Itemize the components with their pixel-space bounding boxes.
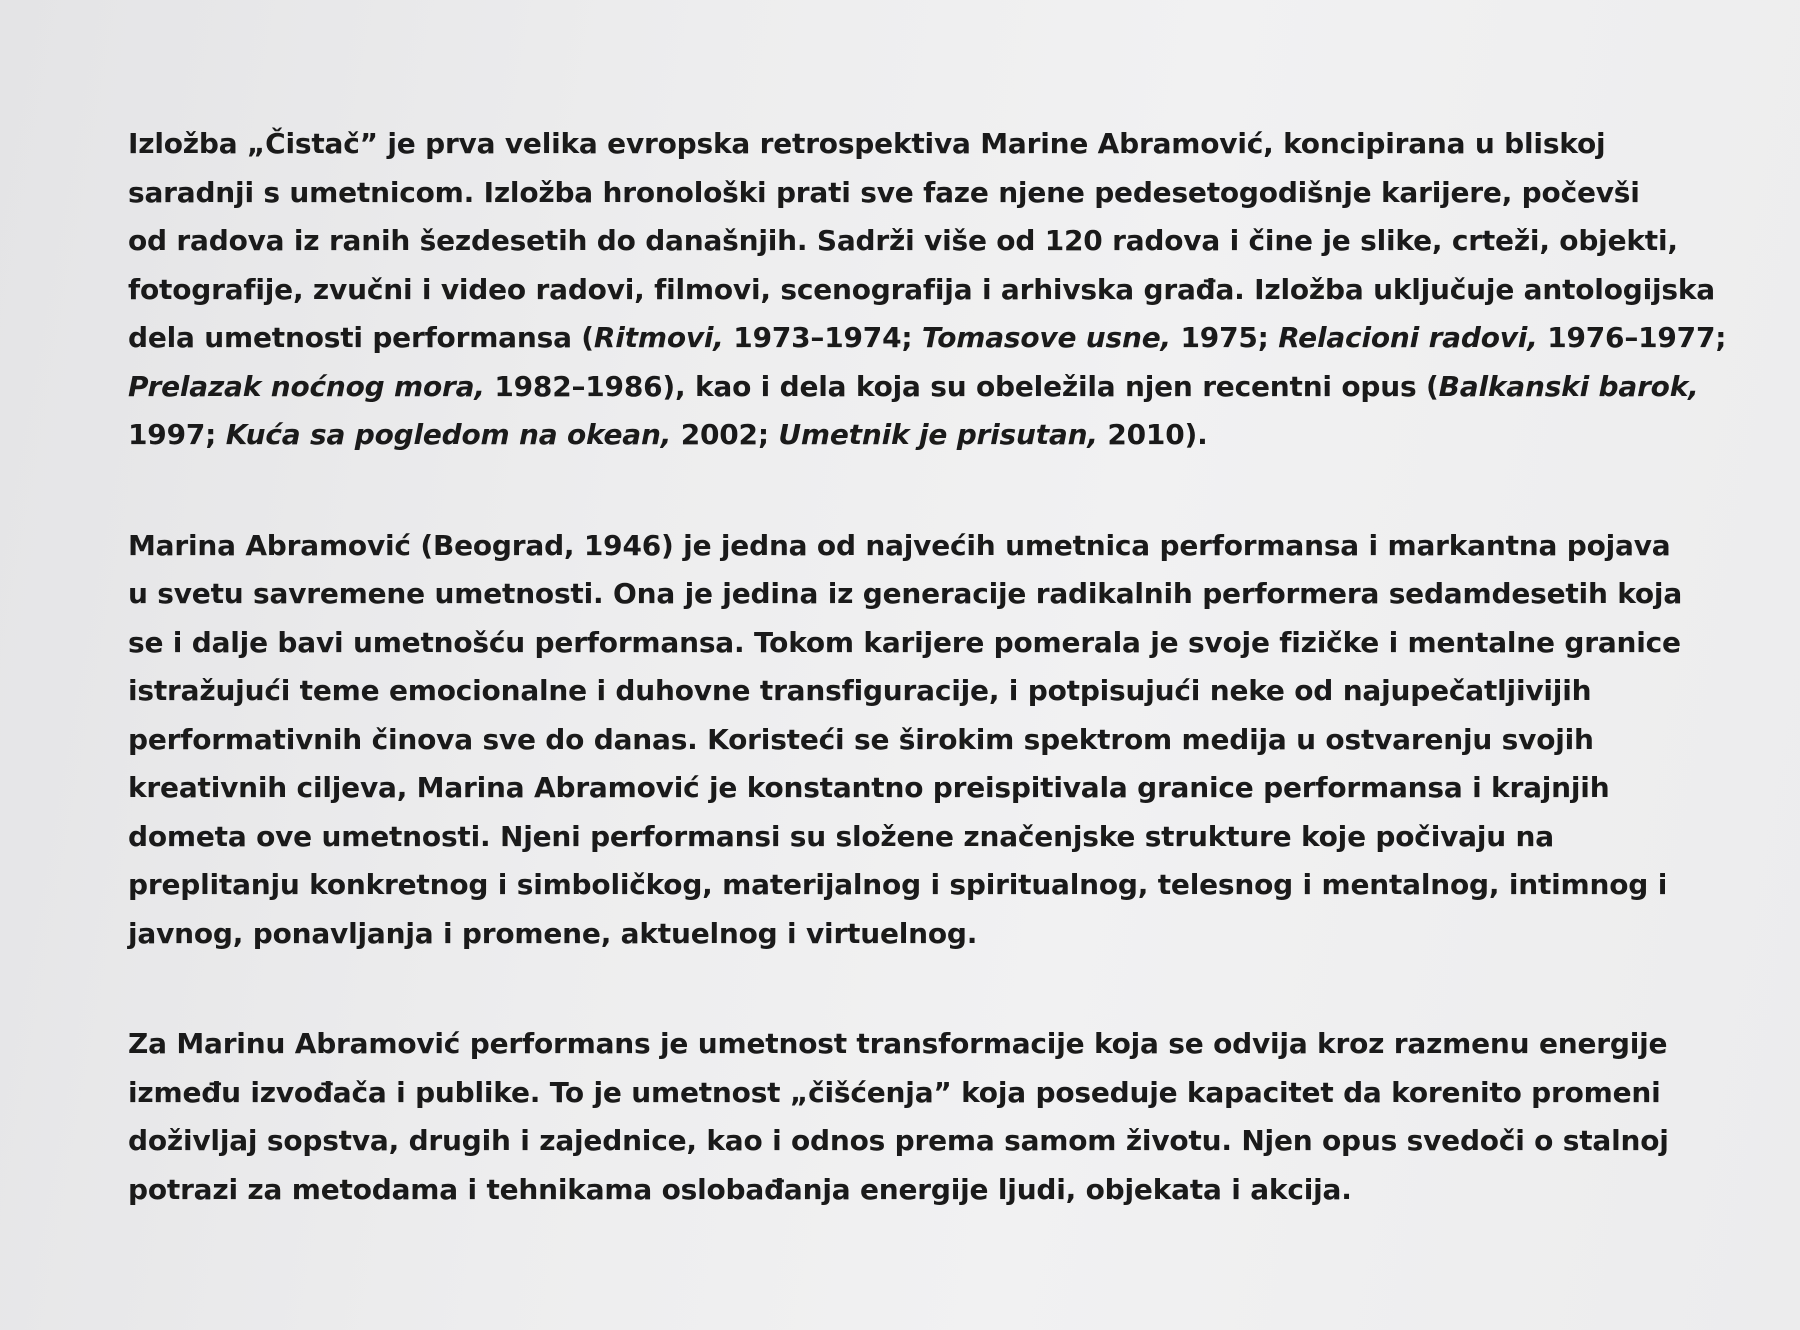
wall-text-panel: [128, 120, 1728, 1276]
text-segment: 1976–1977;: [1537, 321, 1727, 354]
text-line: [128, 169, 1728, 218]
text-line: [128, 570, 1728, 619]
artwork-title: Relacioni radovi,: [1278, 321, 1538, 354]
text-line: [128, 1117, 1728, 1166]
text-segment: performativnih činova sve do danas. Koristeći se širokim spektrom medija u ostvarenju svojih: [128, 722, 1594, 756]
text-line: [128, 716, 1728, 765]
text-segment: 1982–1986), kao i dela koja su obeležila njen recentni opus (: [484, 369, 1439, 403]
text-paragraph: [128, 120, 1728, 460]
text-segment: između izvođača i publike. To je umetnost „čišćenja” koja poseduje kapacitet da korenito promeni: [128, 1075, 1661, 1109]
text-segment: 1975;: [1170, 321, 1279, 354]
text-line: [128, 217, 1728, 266]
text-segment: 1997;: [128, 418, 226, 451]
text-line: [128, 314, 1728, 363]
text-line: [128, 764, 1728, 813]
text-segment: kreativnih ciljeva, Marina Abramović je konstantno preispitivala granice performansa i krajnjih: [128, 771, 1610, 804]
text-line: [128, 1069, 1728, 1118]
text-paragraph: [128, 1020, 1728, 1214]
text-segment: Za Marinu Abramović performans je umetnost transformacije koja se odvija kroz razmenu energije: [128, 1027, 1668, 1060]
text-segment: dometa ove umetnosti. Njeni performansi su složene značenjske strukture koje počivaju na: [128, 819, 1554, 853]
artwork-title: Tomasove usne,: [921, 321, 1171, 354]
text-segment: Marina Abramović (Beograd, 1946) je jedna od najvećih umetnica performansa i markantna pojava: [128, 528, 1671, 562]
text-segment: dela umetnosti performansa (: [128, 321, 594, 354]
text-segment: preplitanju konkretnog i simboličkog, materijalnog i spiritualnog, telesnog i mentalnog, intimnog i: [128, 868, 1668, 901]
text-line: [128, 522, 1728, 571]
text-segment: 2010).: [1097, 418, 1208, 451]
artwork-title: Kuća sa pogledom na okean,: [225, 418, 672, 451]
artwork-title: Umetnik je prisutan,: [778, 418, 1098, 451]
text-line: [128, 120, 1728, 169]
text-segment: fotografije, zvučni i video radovi, filmovi, scenografija i arhivska građa. Izložba uključuje antologijska: [128, 272, 1715, 306]
text-segment: doživljaj sopstva, drugih i zajednice, kao i odnos prema samom životu. Njen opus svedoči o stalnoj: [128, 1124, 1669, 1157]
text-segment: 2002;: [671, 418, 779, 451]
text-segment: javnog, ponavljanja i promene, aktuelnog i virtuelnog.: [128, 916, 978, 950]
text-paragraph: [128, 522, 1728, 959]
text-line: [128, 619, 1728, 668]
text-line: [128, 861, 1728, 910]
artwork-title: Prelazak noćnog mora,: [128, 369, 485, 403]
text-line: [128, 266, 1728, 315]
artwork-title: Balkanski barok,: [1438, 369, 1699, 403]
text-line: [128, 667, 1728, 716]
artwork-title: Ritmovi,: [593, 321, 724, 354]
text-segment: u svetu savremene umetnosti. Ona je jedina iz generacije radikalnih performera sedamdesetih koja: [128, 577, 1683, 610]
text-line: [128, 910, 1728, 959]
text-segment: saradnji s umetnicom. Izložba hronološki prati sve faze njene pedesetogodišnje karijere, počevši: [128, 175, 1640, 209]
text-line: [128, 363, 1728, 412]
text-segment: od radova iz ranih šezdesetih do današnjih. Sadrži više od 120 radova i čine je slike, crteži, objekti,: [128, 224, 1678, 257]
text-segment: 1973–1974;: [723, 321, 922, 354]
text-line: [128, 1020, 1728, 1069]
text-line: [128, 813, 1728, 862]
text-segment: Izložba „Čistač” je prva velika evropska retrospektiva Marine Abramović, koncipirana u bliskoj: [128, 127, 1606, 160]
text-line: [128, 1166, 1728, 1215]
text-segment: istražujući teme emocionalne i duhovne transfiguracije, i potpisujući neke od najupečatljivijih: [128, 674, 1592, 707]
text-segment: potrazi za metodama i tehnikama oslobađanja energije ljudi, objekata i akcija.: [128, 1172, 1352, 1206]
text-segment: se i dalje bavi umetnošću performansa. Tokom karijere pomerala je svoje fizičke i mentalne granice: [128, 625, 1681, 659]
text-line: [128, 411, 1728, 460]
